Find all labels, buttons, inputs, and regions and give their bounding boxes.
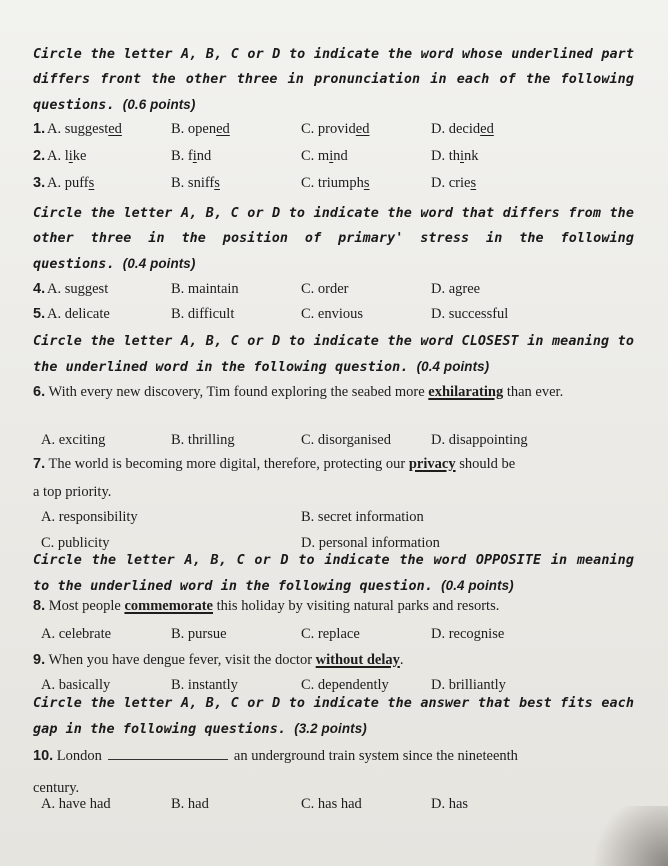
corner-shadow xyxy=(578,806,668,866)
question-row: 3. A. puffs B. sniffs C. triumphs D. cries xyxy=(33,175,477,191)
answer-row: A. celebrate B. pursue C. replace D. recognise xyxy=(41,626,505,642)
question-stem: 8. Most people commemorate this holiday by visiting natural parks and resorts. xyxy=(33,598,500,614)
answer-row: A. basically B. instantly C. dependently D. brilliantly xyxy=(41,677,506,693)
answer-row: C. publicity D. personal information xyxy=(41,535,440,551)
question-stem-continued: a top priority. xyxy=(33,484,112,500)
answer-row: A. have had B. had C. has had D. has xyxy=(41,796,469,812)
section1-instruction: Circle the letter A, B, C or D to indicate the word whose underlined part differs front the other three in pronunciation in each of the following questions. (0.6 points) xyxy=(33,47,634,113)
question-row: 2. A. like B. find C. mind D. think xyxy=(33,148,479,164)
question-stem-continued: century. xyxy=(33,780,80,796)
question-row: 4. A. suggest B. maintain C. order D. agree xyxy=(33,281,481,297)
question-stem: 7. The world is becoming more digital, therefore, protecting our privacy should be xyxy=(33,456,516,472)
question-stem: 10. London an underground train system since the nineteenth xyxy=(33,748,518,764)
answer-blank xyxy=(108,759,228,760)
question-row: 1. A. suggested B. opened C. provided D. decided xyxy=(33,121,494,137)
answer-row: A. exciting B. thrilling C. disorganised D. disappointing xyxy=(41,432,528,448)
section5-instruction: Circle the letter A, B, C or D to indicate the answer that best fits each gap in the following questions. (3.2 points) xyxy=(33,696,634,737)
answer-row: A. responsibility B. secret information xyxy=(41,509,424,525)
section3-instruction: Circle the letter A, B, C or D to indicate the word CLOSEST in meaning to the underlined word in the following question. (0.4 points) xyxy=(33,334,634,375)
question-stem: 6. With every new discovery, Tim found exploring the seabed more exhilarating than ever. xyxy=(33,384,564,400)
section2-instruction: Circle the letter A, B, C or D to indicate the word that differs from the other three in the position of primary' stress in the following questions. (0.4 points) xyxy=(33,206,634,272)
section4-instruction: Circle the letter A, B, C or D to indicate the word OPPOSITE in meaning to the underlined word in the following question. (0.4 points) xyxy=(33,553,634,594)
question-stem: 9. When you have dengue fever, visit the doctor without delay. xyxy=(33,652,404,668)
question-row: 5. A. delicate B. difficult C. envious D. successful xyxy=(33,306,509,322)
